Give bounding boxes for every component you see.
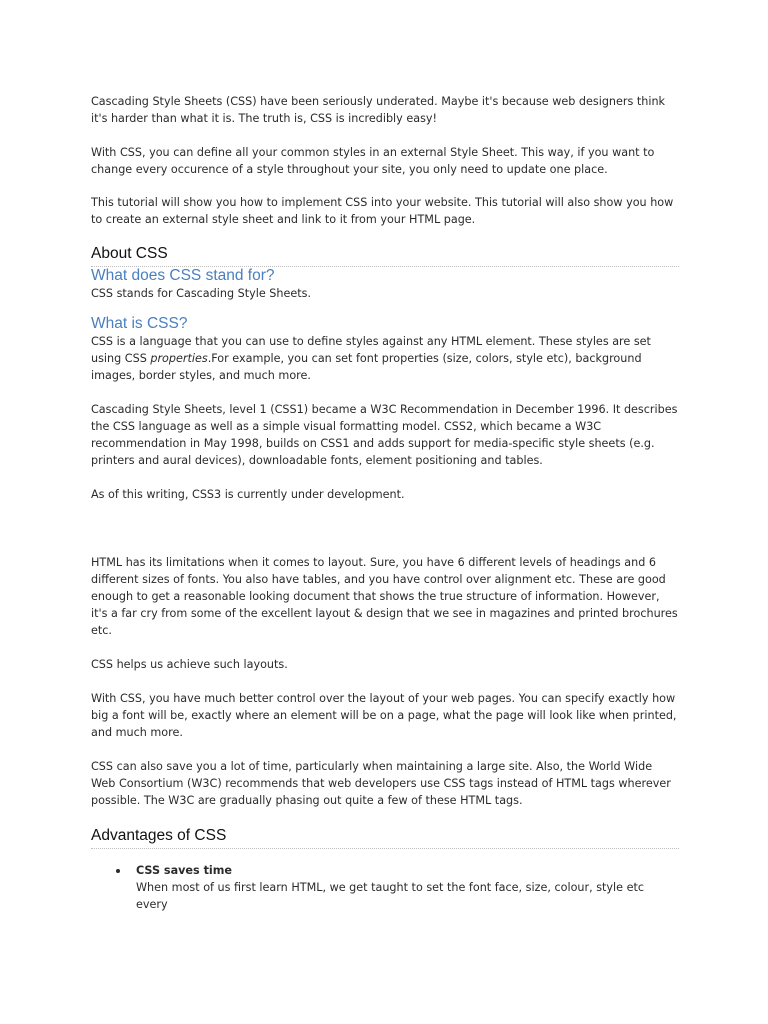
what-is-css-paragraph-1 [91,333,679,384]
css-stands-for-paragraph: CSS stands for Cascading Style Sheets. [91,287,312,300]
what-is-css-paragraph-3: As of this writing, CSS3 is currently under development. [91,488,405,501]
layout-paragraph-2: CSS helps us achieve such layouts. [91,658,288,671]
what-does-css-stand-for-heading: What does CSS stand for? [91,267,275,284]
layout-paragraph-3: With CSS, you have much better control over the layout of your web pages. You can specify exactly how big a font will be, exactly where an element will be on a page, what the page will look like when printed, and much more. [91,692,677,739]
list-item [91,862,679,913]
advantages-list [91,862,679,913]
what-is-css-text-end: .For example, you can set font properties (size, colors, style etc), background images, border styles, and much more. [91,352,642,382]
layout-paragraph-4: CSS can also save you a lot of time, particularly when maintaining a large site. Also, the World Wide Web Consortium (W3C) recommends that web developers use CSS tags instead of HTML tags wherever possible. The W3C are gradually phasing out quite a few of these HTML tags. [91,760,671,807]
what-is-css-heading: What is CSS? [91,315,188,332]
about-css-heading: About CSS [91,245,679,267]
what-is-css-text-start: CSS is a language that you can use to define styles against any HTML element. These styles are set using CSS [91,335,651,365]
intro-paragraph-3: This tutorial will show you how to implement CSS into your website. This tutorial will also show you how to create an external style sheet and link to it from your HTML page. [91,196,674,226]
intro-paragraph-2: With CSS, you can define all your common styles in an external Style Sheet. This way, if you want to change every occurence of a style throughout your site, you only need to update one place. [91,146,655,176]
advantages-of-css-heading: Advantages of CSS [91,827,679,849]
advantage-description: When most of us first learn HTML, we get taught to set the font face, size, colour, style etc every [136,881,645,911]
bullet-icon [116,869,120,873]
what-is-css-paragraph-2: Cascading Style Sheets, level 1 (CSS1) became a W3C Recommendation in December 1996. It describes the CSS language as well as a simple visual formatting model. CSS2, which became a W3C recommendation in May 1998, builds on CSS1 and adds support for media-specific style sheets (e.g. printers and aural devices), downloadable fonts, element positioning and tables. [91,403,678,467]
advantage-title: CSS saves time [136,864,232,877]
layout-paragraph-1: HTML has its limitations when it comes to layout. Sure, you have 6 different levels of headings and 6 different sizes of fonts. You also have tables, and you have control over alignment etc. These are good enough to get a reasonable looking document that shows the true structure of information. However, it's a far cry from some of the excellent layout & design that we see in magazines and printed brochures etc. [91,556,678,637]
properties-emphasis: properties [150,352,208,365]
intro-paragraph-1: Cascading Style Sheets (CSS) have been seriously underated. Maybe it's because web designers think it's harder than what it is. The truth is, CSS is incredibly easy! [91,95,666,125]
article [91,93,679,913]
